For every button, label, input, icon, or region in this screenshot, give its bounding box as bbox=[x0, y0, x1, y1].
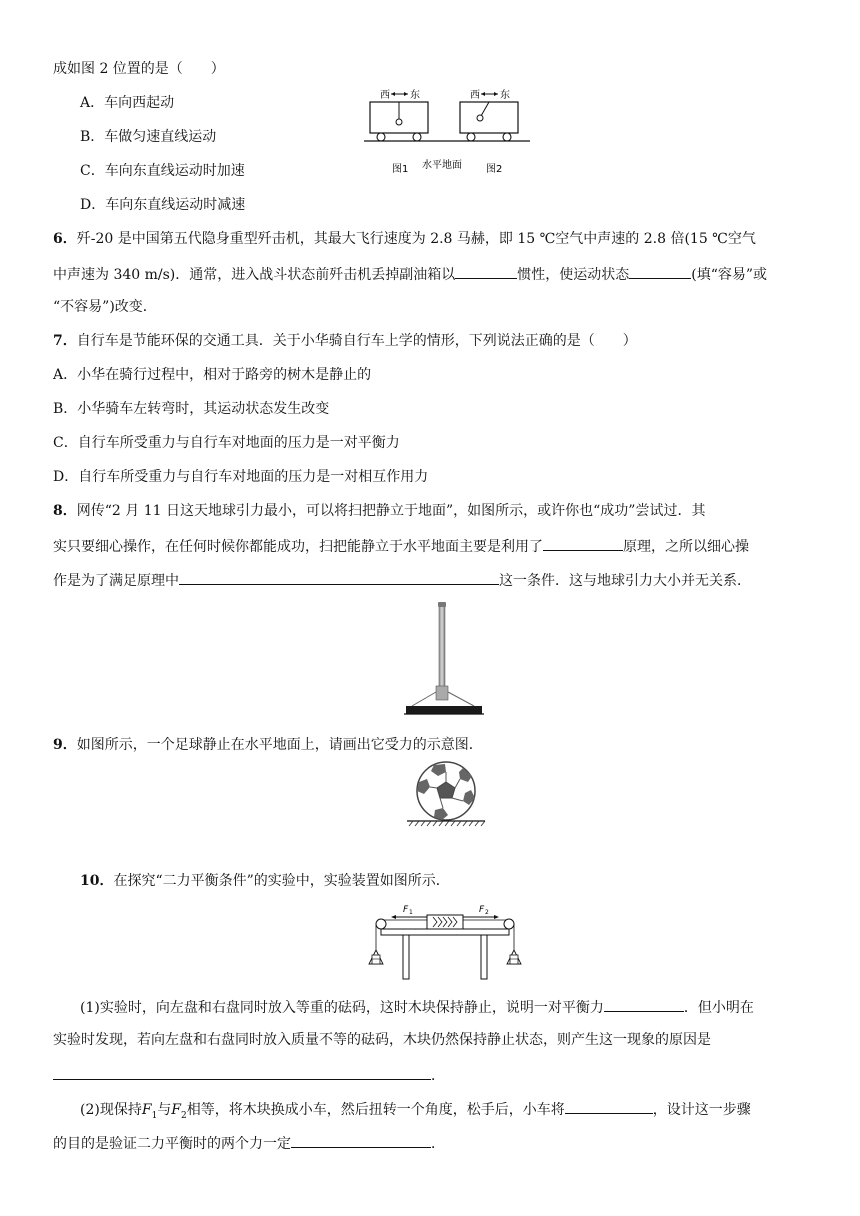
q10-p2-line1: (2)现保持$F_1$与$F_2$相等，将木块换成小车，然后扭转一个角度，松手后，小车将 ，设计这一步骤 bbox=[80, 1098, 751, 1126]
q7-stem: 7．自行车是节能环保的交通工具．关于小华骑自行车上学的情形，下列说法正确的是（ ） bbox=[53, 333, 637, 349]
q10-f2-sub: 2 bbox=[485, 909, 489, 916]
q10-f1-sub: 1 bbox=[409, 909, 413, 916]
q10-p1-line2: 实验时发现，若向左盘和右盘同时放入质量不等的砝码，木块仍然保持静止状态，则产生这一现象的原因是 bbox=[53, 1032, 711, 1048]
q5-fig1-east: 东 bbox=[410, 90, 420, 101]
q5-option-a[interactable]: A．车向西起动 bbox=[80, 95, 175, 111]
q6-line1: 6．歼-20 是中国第五代隐身重型歼击机，其最大飞行速度为 2.8 马赫，即 15 ℃空气中声速的 2.8 倍(15 ℃空气 bbox=[53, 231, 756, 247]
q7-option-d[interactable]: D．自行车所受重力与自行车对地面的压力是一对相互作用力 bbox=[53, 469, 429, 485]
q6-blank-2[interactable] bbox=[629, 263, 691, 279]
q5-ground-label: 水平地面 bbox=[422, 160, 462, 171]
q9-stem: 9．如图所示，一个足球静止在水平地面上，请画出它受力的示意图． bbox=[53, 737, 483, 753]
q5-fig2-west: 西 bbox=[470, 90, 480, 101]
q5-cart-figure bbox=[362, 82, 532, 178]
q10-p1-line3: ． bbox=[53, 1064, 445, 1086]
q7-option-c[interactable]: C．自行车所受重力与自行车对地面的压力是一对平衡力 bbox=[53, 435, 400, 451]
q7-option-a[interactable]: A．小华在骑行过程中，相对于路旁的树木是静止的 bbox=[53, 367, 372, 383]
q10-p2-line2: 的目的是验证二力平衡时的两个力一定 ． bbox=[53, 1132, 445, 1154]
q8-line3: 作是为了满足原理中 这一条件．这与地球引力大小并无关系． bbox=[53, 569, 751, 591]
q8-line1: 8．网传“2 月 11 日这天地球引力最小，可以将扫把静立于地面”，如图所示，或许你也“成功”尝试过．其 bbox=[53, 503, 706, 519]
q10-stem: 10．在探究“二力平衡条件”的实验中，实验装置如图所示． bbox=[80, 873, 450, 889]
q10-blank-1[interactable] bbox=[604, 996, 684, 1012]
q5-fig1-west: 西 bbox=[380, 90, 390, 101]
q10-blank-4[interactable] bbox=[291, 1132, 431, 1148]
q5-stem-tail: 成如图 2 位置的是（ ） bbox=[53, 61, 225, 77]
q10-f2-label: F bbox=[479, 905, 485, 915]
q6-blank-1[interactable] bbox=[455, 263, 517, 279]
q8-line2: 实只要细心操作，在任何时候你都能成功，扫把能静立于水平地面主要是利用了 原理，之所以细心操 bbox=[53, 535, 749, 557]
q10-p1-line1: (1)实验时，向左盘和右盘同时放入等重的砝码，这时木块保持静止，说明一对平衡力 ．但小明在 bbox=[80, 996, 754, 1018]
q7-option-b[interactable]: B．小华骑车左转弯时，其运动状态发生改变 bbox=[53, 401, 330, 417]
q8-blank-2[interactable] bbox=[179, 569, 499, 585]
q10-blank-2[interactable] bbox=[53, 1064, 431, 1080]
q8-broom-figure bbox=[402, 600, 486, 720]
q9-soccer-ball-figure bbox=[405, 760, 487, 830]
q5-option-c[interactable]: C．车向东直线运动时加速 bbox=[80, 163, 245, 179]
q8-blank-1[interactable] bbox=[543, 535, 623, 551]
q6-line2: 中声速为 340 m/s)．通常，进入战斗状态前歼击机丢掉副油箱以 惯性，使运动状态 (填“容易”或 bbox=[53, 263, 767, 285]
q5-option-b[interactable]: B．车做匀速直线运动 bbox=[80, 129, 217, 145]
q5-fig1-label: 图1 bbox=[392, 164, 409, 175]
q5-fig2-label: 图2 bbox=[486, 164, 503, 175]
q10-f1-label: F bbox=[403, 905, 409, 915]
q6-line3: “不容易”)改变． bbox=[53, 299, 157, 315]
q10-blank-3[interactable] bbox=[565, 1098, 653, 1114]
q5-fig2-east: 东 bbox=[500, 90, 510, 101]
q10-apparatus-figure bbox=[367, 898, 523, 982]
q5-option-d[interactable]: D．车向东直线运动时减速 bbox=[80, 197, 246, 213]
